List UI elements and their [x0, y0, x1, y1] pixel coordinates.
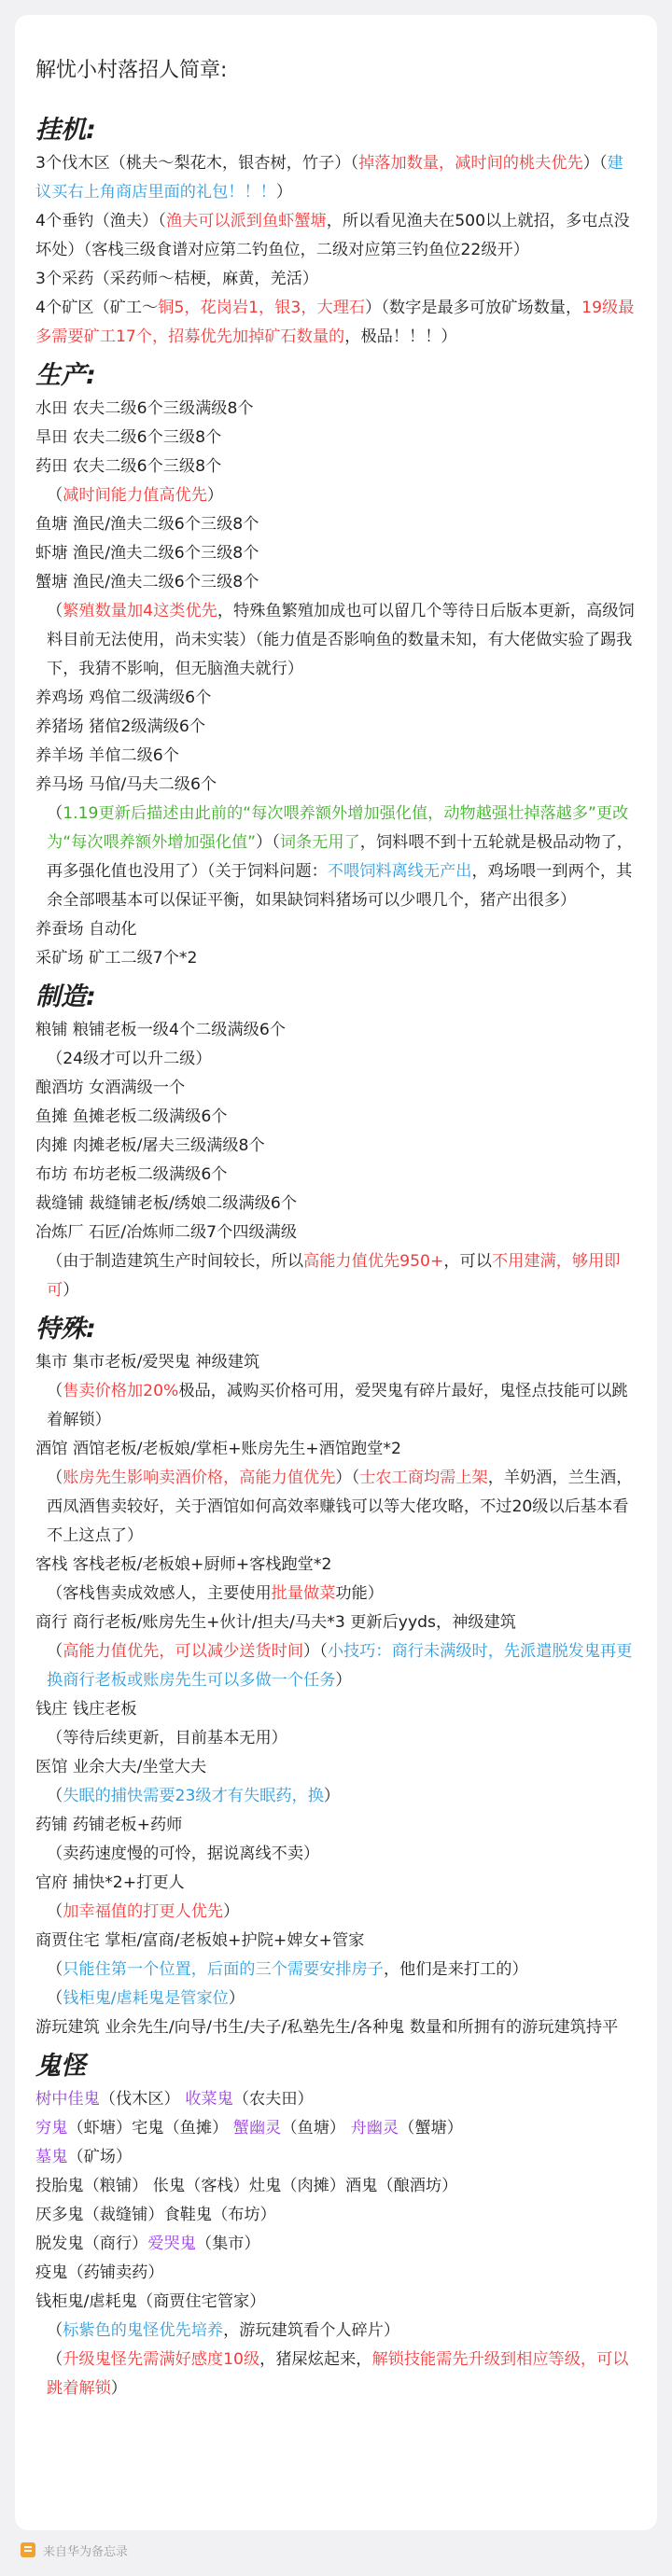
production-line: 养羊场 羊倌二级6个: [35, 746, 179, 765]
ghost-line: [35, 2114, 637, 2143]
text: ，特殊鱼繁殖加成也可以留几个等待日后版本更新，高级饲料目前无法使用，尚未实装）（能力值是否影响鱼的数量未知，有大佬做实验了踢我下，我猜不影响，但无脑渔夫就行）: [47, 602, 635, 678]
section-title-shengchan: 生产:: [35, 361, 96, 390]
special-line: 客栈 客栈老板/老板娘+厨师+客栈跑堂*2: [35, 1555, 332, 1574]
special-note: [35, 1377, 637, 1435]
production-line: 药田 农夫二级6个三级8个: [35, 457, 222, 476]
highlight-blue: 建议买右上角商店里面的礼包！！！: [35, 154, 623, 202]
highlight-red: 不用建满，够用即可: [47, 1252, 621, 1300]
ghost-line: [35, 2085, 637, 2114]
manufacture-line: 肉摊 肉摊老板/屠夫三级满级8个: [35, 1136, 265, 1155]
text: （: [47, 1642, 63, 1661]
text: ，鸡场喂一到两个，其余全部喂基本可以保证平衡，如果缺饲料猪场可以少喂几个，猪产出很多）: [47, 862, 633, 910]
text: （客栈售卖成效感人，主要使用: [47, 1584, 272, 1603]
highlight-green: 词条无用了: [279, 833, 360, 852]
text: （: [47, 1787, 63, 1805]
text: （: [47, 2350, 63, 2369]
text: （: [47, 1469, 63, 1487]
section-title-guaji: 挂机:: [35, 116, 96, 145]
guaji-line-logging: [35, 149, 637, 207]
highlight-red: 解锁技能需先升级到相应等级，可以跳着解锁: [47, 2350, 629, 2398]
special-line: 钱庄 钱庄老板: [35, 1700, 137, 1719]
text: ）: [110, 2379, 127, 2398]
text: （: [47, 486, 63, 505]
manufacture-line: 鱼摊 鱼摊老板二级满级6个: [35, 1107, 228, 1126]
text: （伐木区）: [99, 2090, 180, 2109]
text: （: [47, 1960, 63, 1979]
highlight-red: 19级最多需要矿工17个，招募优先加掉矿石数量的: [35, 299, 635, 346]
special-line: 商贾住宅 掌柜/富商/老板娘+护院+婢女+管家: [35, 1931, 365, 1950]
highlight-red: 士农工商均需上架: [359, 1469, 488, 1487]
special-line: 官府 捕快*2+打更人: [35, 1873, 185, 1892]
special-note: （等待后续更新，目前基本无用）: [47, 1729, 287, 1748]
production-line: 采矿场 矿工二级7个*2: [35, 949, 198, 968]
highlight-red: 高能力值优先950+: [303, 1252, 444, 1271]
text: ，可以: [443, 1252, 492, 1271]
text: 极品，减购买价格可用，爱哭鬼有碎片最好，鬼怪点技能可以跳着解锁）: [47, 1382, 628, 1429]
text: ）: [63, 1281, 79, 1300]
highlight-red: 减时间能力值高优先: [63, 486, 207, 505]
guaji-line-mining: [35, 294, 637, 352]
ghost-line: 钱柜鬼/虐耗鬼（商贾住宅管家）: [35, 2292, 266, 2311]
text: （虾塘）宅鬼（鱼摊）: [67, 2119, 229, 2137]
highlight-red: 繁殖数量加4这类优先: [63, 602, 217, 620]
manufacture-note: （24级才可以升二级）: [47, 1050, 212, 1068]
manufacture-line: 冶炼厂 石匠/冶炼师二级7个四级满级: [35, 1223, 298, 1242]
text: ，饲料喂不到十五轮就是极品动物了，再多强化值也没用了）（关于饲料问题：: [47, 833, 633, 881]
special-line: 药铺 药铺老板+药师: [35, 1816, 183, 1834]
special-line: 集市 集市老板/爱哭鬼 神级建筑: [35, 1353, 260, 1372]
text: ，羊奶酒，兰生酒，西凤酒售卖较好，关于酒馆如何高效率赚钱可以等大佬攻略，不过20级以后基本看不上这点了）: [47, 1469, 633, 1545]
text: （农夫田）: [232, 2090, 314, 2109]
text: （: [47, 602, 63, 620]
text: （矿场）: [67, 2148, 133, 2166]
manufacture-line: 布坊 布坊老板二级满级6个: [35, 1165, 228, 1184]
text: ）（: [303, 1642, 328, 1661]
special-line: 酒馆 酒馆老板/老板娘/掌柜+账房先生+酒馆跑堂*2: [35, 1440, 401, 1458]
guaji-line-herbs: 3个采药（采药师～桔梗，麻黄，羌活）: [35, 270, 319, 288]
highlight-red: 账房先生影响卖酒价格，高能力值优先: [63, 1469, 336, 1487]
ghost-line: 投胎鬼（粮铺） 伥鬼（客栈）灶鬼（肉摊）酒鬼（酿酒坊）: [35, 2177, 458, 2195]
text: （: [47, 1989, 63, 2008]
manufacture-line: 粮铺 粮铺老板一级4个二级满级6个: [35, 1021, 286, 1039]
text: （: [47, 804, 63, 823]
production-note: [35, 481, 637, 510]
highlight-blue: 钱柜鬼/虐耗鬼是管家位: [63, 1989, 229, 2008]
text: （: [47, 2321, 63, 2340]
production-line: 养马场 马倌/马夫二级6个: [35, 775, 217, 794]
highlight-purple: 收菜鬼: [185, 2090, 233, 2109]
ghost-note: [35, 2317, 637, 2346]
text: ）: [275, 183, 293, 202]
text: （: [47, 1382, 63, 1400]
guaji-line-fishing: [35, 207, 637, 265]
text: ）（: [335, 1469, 360, 1487]
highlight-blue: 标紫色的鬼怪优先培养: [63, 2321, 224, 2340]
special-note: [35, 1637, 637, 1695]
production-line: 水田 农夫二级6个三级满级8个: [35, 399, 254, 418]
text: （集市）: [195, 2235, 260, 2253]
production-note: [35, 597, 637, 684]
text: ，他们是来打工的）: [383, 1960, 528, 1979]
special-note: （卖药速度慢的可怜，据说离线不卖）: [47, 1845, 320, 1863]
section-title-zhizao: 制造:: [35, 982, 96, 1011]
text: ）: [228, 1989, 245, 2008]
highlight-red: 渔夫可以派到鱼虾蟹塘: [165, 212, 327, 230]
special-note: [35, 1782, 637, 1811]
ghost-note: [35, 2346, 637, 2403]
section-title-teshu: 特殊:: [35, 1315, 96, 1344]
text: ）: [223, 1902, 240, 1921]
production-line: 养鸡场 鸡倌二级满级6个: [35, 689, 212, 707]
memo-app-icon: [21, 2542, 35, 2557]
highlight-red: 售卖价格加20%: [63, 1382, 179, 1400]
highlight-red: 批量做菜: [271, 1584, 336, 1603]
text: ）（: [582, 154, 608, 173]
text: 4个垂钓（渔夫）（: [35, 212, 166, 230]
production-line: 养蚕场 自动化: [35, 920, 137, 939]
special-note: [35, 1580, 637, 1608]
production-line: 旱田 农夫二级6个三级8个: [35, 428, 222, 447]
text: ，猪屎炫起来，: [259, 2350, 372, 2369]
source-label: 来自华为备忘录: [43, 2544, 129, 2559]
manufacture-line: 酿酒坊 女酒满级一个: [35, 1079, 186, 1097]
ghost-line: [35, 2143, 637, 2172]
production-line: 蟹塘 渔民/渔夫二级6个三级8个: [35, 573, 259, 592]
text: 脱发鬼（商行）: [35, 2235, 148, 2253]
memo-card: [15, 15, 657, 2530]
manufacture-note: [35, 1247, 637, 1305]
highlight-purple: 穷鬼: [35, 2119, 68, 2137]
special-note: [35, 1956, 637, 1984]
text: ）: [206, 486, 224, 505]
section-title-guiguai: 鬼怪: [35, 2052, 86, 2081]
ghost-line: [35, 2230, 637, 2259]
text: 功能）: [335, 1584, 384, 1603]
highlight-red: 升级鬼怪先需满好感度10级: [63, 2350, 260, 2369]
text: 3个伐木区（桃夫～梨花木，银杏树，竹子）（: [35, 154, 359, 173]
special-note: [35, 1984, 637, 2013]
highlight-blue: 小技巧：商行未满级时，先派遣脱发鬼再更换商行老板或账房先生可以多做一个任务: [47, 1642, 633, 1690]
page-title: 解忧小村落招人简章:: [35, 59, 228, 82]
ghost-line: 厌多鬼（裁缝铺）食鞋鬼（布坊）: [35, 2206, 276, 2224]
text: （蟹塘）: [399, 2119, 463, 2137]
highlight-purple: 蟹幽灵: [232, 2119, 282, 2137]
manufacture-line: 裁缝铺 裁缝铺老板/绣娘二级满级6个: [35, 1194, 298, 1213]
text: ，所以看见渔夫在500以上就招，多屯点没坏处）（客栈三级食谱对应第二钓鱼位，二级对应第三钓鱼位22级开）: [35, 212, 630, 259]
text: ，极品！！！）: [344, 327, 457, 346]
highlight-purple: 爱哭鬼: [147, 2235, 196, 2253]
production-line: 虾塘 渔民/渔夫二级6个三级8个: [35, 544, 259, 563]
text: ，游玩建筑看个人碎片）: [223, 2321, 400, 2340]
text: （: [47, 1902, 63, 1921]
text: ）（数字是最多可放矿场数量，: [365, 299, 582, 317]
highlight-purple: 舟幽灵: [350, 2119, 399, 2137]
highlight-red: 高能力值优先，可以减少送货时间: [63, 1642, 304, 1661]
highlight-red: 加幸福值的打更人优先: [63, 1902, 224, 1921]
special-note: [35, 1464, 637, 1551]
highlight-blue: 只能住第一个位置，后面的三个需要安排房子: [63, 1960, 384, 1979]
highlight-purple: 墓鬼: [35, 2148, 68, 2166]
text: ）: [335, 1671, 352, 1690]
text: （由于制造建筑生产时间较长，所以: [47, 1252, 304, 1271]
highlight-red: 铜5，花岗岩1，银3，大理石: [158, 299, 366, 317]
production-line: 鱼塘 渔民/渔夫二级6个三级8个: [35, 515, 259, 534]
highlight-red: 掉落加数量，减时间的桃夫优先: [358, 154, 583, 173]
highlight-purple: 树中佳鬼: [35, 2090, 100, 2109]
source-footer: [21, 2536, 128, 2564]
highlight-green: 1.19更新后描述由此前的“每次喂养额外增加强化值，动物越强壮掉落越多”更改为“每次喂养额外增加强化值”: [47, 804, 629, 852]
production-note: [35, 800, 637, 915]
special-note: [35, 1898, 637, 1927]
special-line: 商行 商行老板/账房先生+伙计/担夫/马夫*3 更新后yyds，神级建筑: [35, 1613, 516, 1632]
text: ）（: [256, 833, 280, 852]
ghost-line: 疫鬼（药铺卖药）: [35, 2263, 164, 2282]
special-line: 游玩建筑 业余先生/向导/书生/夫子/私塾先生/各种鬼 数量和所拥有的游玩建筑持平: [35, 2018, 619, 2037]
special-line: 医馆 业余大夫/坐堂大夫: [35, 1758, 207, 1776]
text: 4个矿区（矿工～: [35, 299, 159, 317]
production-line: 养猪场 猪倌2级满级6个: [35, 717, 206, 736]
text: ）: [323, 1787, 341, 1805]
text: （鱼塘）: [281, 2119, 346, 2137]
highlight-blue: 失眠的捕快需要23级才有失眠药，换: [63, 1787, 324, 1805]
highlight-blue: 不喂饲料离线无产出: [327, 862, 472, 881]
